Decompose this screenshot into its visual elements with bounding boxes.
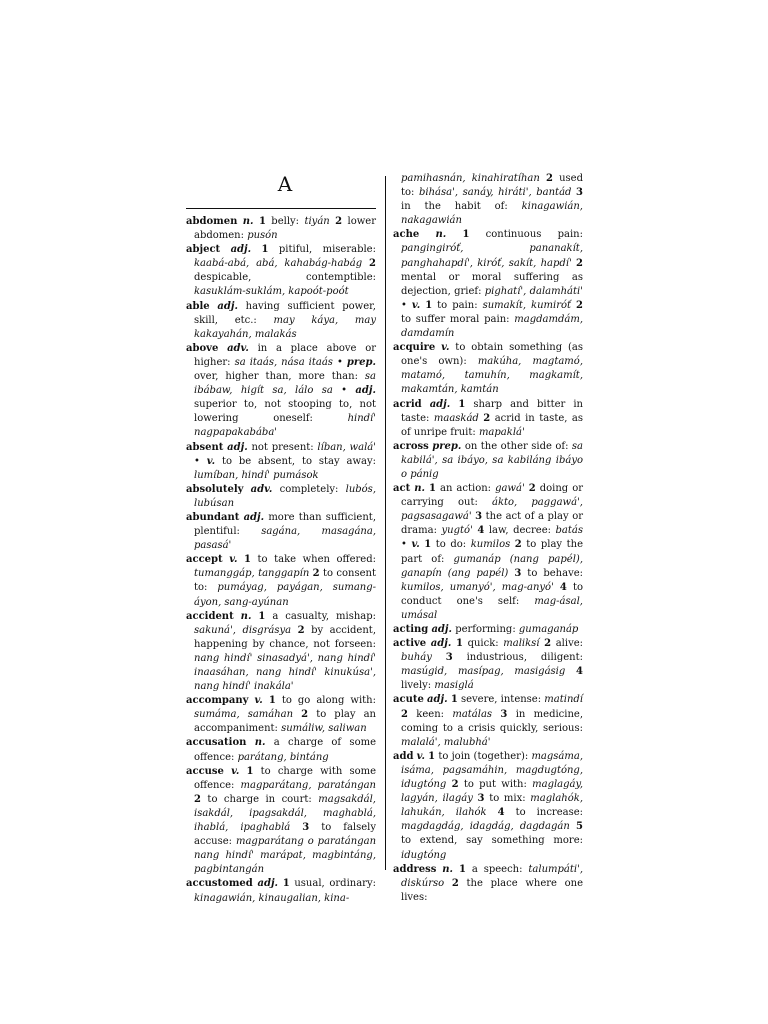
dictionary-entry <box>186 877 376 905</box>
dictionary-entry <box>186 553 376 609</box>
dictionary-entry <box>186 300 376 342</box>
dictionary-entry <box>393 228 583 341</box>
entry-headword: ache <box>393 229 420 241</box>
entry-part-of-speech: adv. <box>250 483 273 495</box>
dictionary-entry <box>393 863 583 905</box>
entry-part-of-speech: v. <box>254 695 263 707</box>
entry-part-of-speech: n. <box>414 483 425 495</box>
entry-part-of-speech: adj. <box>217 300 238 312</box>
dictionary-entry <box>186 243 376 299</box>
entry-definition: 1 continuous pain: pangingiróť, pananakít, panghahapdí', kiróť, sakít, hapdí' 2 mental or moral suffering as dejection, grief: pighatí', dalamháti' • v. 1 to pain: sumakít, kumiróť 2 to suffer moral pain: magdamdám, damdamín <box>401 229 583 340</box>
entry-definition: not present: líban, walá' • v. to be absent, to stay away: lumíban, hindí' pumások <box>194 441 377 481</box>
dictionary-entry <box>393 341 583 397</box>
entry-headword: absent <box>186 441 224 453</box>
entry-part-of-speech: adj. <box>430 638 452 650</box>
dictionary-entry <box>393 637 583 693</box>
entry-part-of-speech: adj. <box>431 624 453 635</box>
entry-part-of-speech: v. <box>441 342 450 354</box>
entry-part-of-speech: adj. <box>429 398 451 410</box>
continued-entry: pamihasnán, kinahiratíhan 2 used to: bihása', sanáy, hiráti', bantád 3 in the habit of: kinagawián, nakagawián <box>401 173 583 227</box>
entry-definition: on the other side of: sa kabilá', sa ibáyo, sa kabiláng ibáyo o pánig <box>401 440 583 480</box>
entry-headword: accompany <box>186 695 249 707</box>
entry-definition: 1 a casualty, mishap: sakuná', disgrásya 2 by accident, happening by chance, not forseen: nang hindí' sinasadyá', nang hindí' inaasáhan, nang hindí' kinukúsa', nang hindí' inakála' <box>194 610 377 693</box>
dictionary-entry <box>393 482 583 623</box>
entry-definition: performing: gumaganáp <box>452 624 579 635</box>
entry-headword: able <box>186 300 210 312</box>
dictionary-entry <box>186 765 376 878</box>
entry-part-of-speech: n. <box>435 229 447 241</box>
section-rule <box>186 208 376 209</box>
dictionary-entry <box>393 750 583 863</box>
entry-headword: above <box>186 342 219 354</box>
dictionary-entry <box>186 736 376 764</box>
left-entries <box>186 215 376 906</box>
entry-part-of-speech: adj. <box>427 694 448 706</box>
entry-definition: a charge of some offence: parátang, bintáng <box>194 737 376 763</box>
entry-headword: accusation <box>186 737 247 749</box>
right-column <box>393 172 583 905</box>
entry-headword: accident <box>186 610 234 622</box>
entry-definition: more than sufficient, plentiful: sagána, masagána, pasasá' <box>194 511 377 552</box>
entry-part-of-speech: adv. <box>227 342 249 354</box>
entry-part-of-speech: adj. <box>230 244 252 256</box>
dictionary-entry <box>186 215 376 243</box>
entry-part-of-speech: n. <box>254 737 266 749</box>
entry-definition: completely: lubós, lubúsan <box>194 483 376 509</box>
entry-definition: 1 usual, ordinary: kinagawián, kinaugalian, kina- <box>194 878 376 904</box>
entry-headword: accuse <box>186 765 224 777</box>
entry-part-of-speech: v. <box>416 750 425 762</box>
entry-part-of-speech: prep. <box>432 440 462 452</box>
dictionary-entry <box>393 693 583 749</box>
entry-definition: 1 severe, intense: matindí 2 keen: matálas 3 in medicine, coming to a crisis quickly, serious: malalá', malubhá' <box>401 694 584 748</box>
section-letter: A <box>277 172 293 196</box>
entry-headword: accustomed <box>186 878 253 890</box>
entry-headword: address <box>393 863 437 875</box>
dictionary-entry <box>393 440 583 482</box>
entry-definition: to obtain something (as one's own): makúha, magtamó, matamó, tamuhín, magkamít, makamtán, kamtán <box>401 342 584 396</box>
dictionary-entry <box>186 441 376 483</box>
entry-definition: in a place above or higher: sa itaás, nása itaás • prep. over, higher than, more than: sa ibábaw, higít sa, lálo sa • adj. superior to, not stooping to, not lowering oneself: hindí' nagpapakabába' <box>194 342 376 439</box>
dictionary-entry <box>393 398 583 440</box>
entry-definition: 1 to join (together): magsáma, isáma, pagsamáhin, magdugtóng, idugtóng 2 to put with: maglagáy, lagyán, ilagáy 3 to mix: maglahók, lahukán, ilahók 4 to increase: magdagdág, idagdág, dagdagán 5 to extend, say something more: idugtóng <box>401 750 584 861</box>
entry-headword: add <box>393 750 414 762</box>
dictionary-entry <box>186 694 376 736</box>
entry-definition: 1 an action: gawá' 2 doing or carrying out: ákto, paggawá', pagsasagawá' 3 the act of a play or drama: yugtó' 4 law, decree: batás • v. 1 to do: kumilos 2 to play the part of: gumanáp (nang papél), ganapín (ang papél) 3 to behave: kumilos, umanyó', mag-anyó' 4 to conduct one's self: mag-ásal, umásal <box>401 483 584 621</box>
entry-headword: abundant <box>186 511 240 523</box>
entry-part-of-speech: adj. <box>257 878 279 890</box>
entry-headword: active <box>393 638 427 650</box>
entry-part-of-speech: v. <box>231 765 240 777</box>
right-entries <box>393 228 583 905</box>
dictionary-entry <box>186 483 376 511</box>
column-divider <box>385 176 386 870</box>
left-column <box>186 172 376 906</box>
entry-headword: acquire <box>393 342 436 354</box>
entry-headword: acute <box>393 694 424 706</box>
entry-definition: 1 belly: tiyán 2 lower abdomen: pusón <box>194 216 376 242</box>
entry-part-of-speech: n. <box>442 863 454 875</box>
entry-definition: having sufficient power, skill, etc.: may káya, may kakayahán, malakás <box>194 300 376 340</box>
entry-part-of-speech: n. <box>242 216 254 227</box>
entry-part-of-speech: v. <box>229 554 238 566</box>
entry-headword: acting <box>393 624 429 635</box>
entry-definition: 1 a speech: talumpáti', diskúrso 2 the place where one lives: <box>401 863 584 903</box>
entry-part-of-speech: n. <box>240 610 252 622</box>
entry-headword: absolutely <box>186 483 244 495</box>
dictionary-entry <box>186 342 376 441</box>
entry-definition: 1 to take when offered: tumanggáp, tanggapín 2 to consent to: pumáyag, payágan, sumang-áyon, sang-ayúnan <box>194 554 377 608</box>
entry-headword: across <box>393 440 429 452</box>
entry-headword: acrid <box>393 398 422 410</box>
dictionary-entry <box>186 610 376 695</box>
entry-definition: 1 to go along with: sumáma, samáhan 2 to play an accompaniment: sumáliw, saliwan <box>194 695 376 735</box>
entry-part-of-speech: adj. <box>227 441 248 453</box>
entry-definition: 1 quick: maliksí 2 alive: buháy 3 industrious, diligent: masúgid, masípag, masigásig 4 lively: masiglá <box>401 638 583 692</box>
entry-headword: accept <box>186 554 223 566</box>
dictionary-entry <box>393 623 583 637</box>
entry-headword: abject <box>186 244 221 256</box>
dictionary-entry <box>186 511 376 553</box>
entry-definition: 1 sharp and bitter in taste: maaskád 2 acrid in taste, as of unripe fruit: mapaklá' <box>401 398 583 438</box>
entry-definition: 1 to charge with some offence: magparátang, paratángan 2 to charge in court: magsakdál, isakdál, ipagsakdál, maghablá, ihablá, ipaghablá 3 to falsely accuse: magparátang o paratángan nang hindí' marápat, magbintáng, pagbintangán <box>194 765 377 876</box>
entry-headword: act <box>393 483 411 495</box>
entry-definition: 1 pitiful, miserable: kaabá-abá, abá, kahabág-habág 2 despicable, contemptible: kasuklám-suklám, kapoót-poót <box>194 244 376 298</box>
entry-part-of-speech: adj. <box>243 511 265 523</box>
entry-headword: abdomen <box>186 216 238 227</box>
